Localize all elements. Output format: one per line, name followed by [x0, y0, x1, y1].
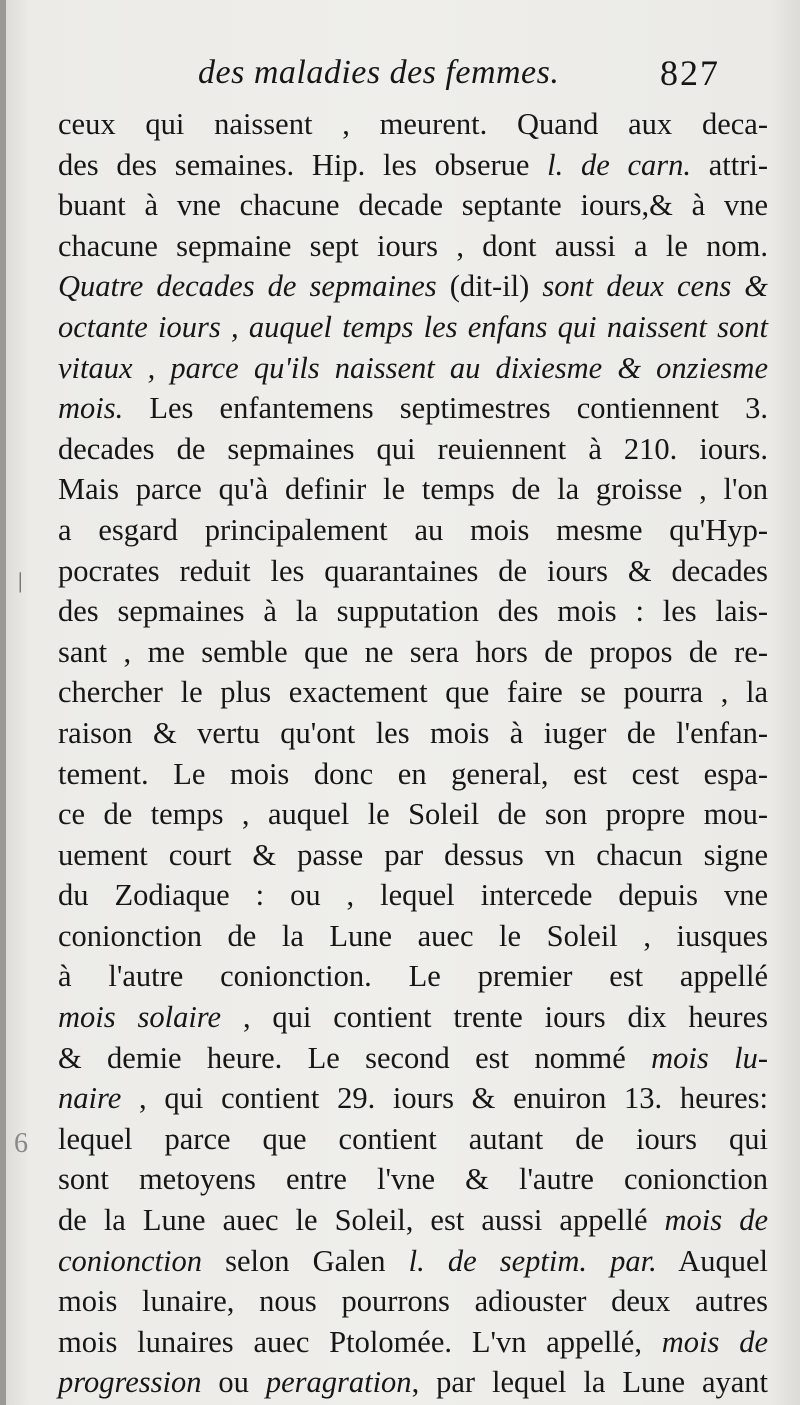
text-line	[58, 388, 768, 429]
text-segment: Auquel	[656, 1243, 768, 1278]
text-line	[58, 1322, 768, 1363]
text-line	[58, 632, 768, 673]
italic-segment: vitaux , parce qu'ils naissent au dixiesme & onziesme	[58, 350, 768, 385]
body-text	[58, 104, 768, 1403]
text-segment: des sepmaines à la supputation des mois : les lais-	[58, 594, 768, 629]
text-segment: conionction de la Lune auec le Soleil , iusques	[58, 918, 768, 953]
page-header	[0, 54, 800, 100]
text-line	[58, 551, 768, 592]
text-segment: mois lunaire, nous pourrons adiouster deux autres	[58, 1284, 768, 1319]
italic-segment: Quatre decades de sepmaines	[58, 269, 437, 304]
text-line	[58, 510, 768, 551]
text-segment: lequel parce que contient autant de iours qui	[58, 1121, 768, 1156]
italic-segment: l. de carn.	[547, 147, 692, 182]
text-line	[58, 1241, 768, 1282]
text-line	[58, 1038, 768, 1079]
text-segment: a esgard principalement au mois mesme qu'Hyp-	[58, 512, 768, 547]
text-segment: sont metoyens entre l'vne & l'autre conionction	[58, 1162, 768, 1197]
text-line	[58, 997, 768, 1038]
text-line	[58, 145, 768, 186]
text-line	[58, 875, 768, 916]
italic-segment: mois solaire	[58, 1000, 222, 1035]
text-segment: sant , me semble que ne sera hors de propos de re-	[58, 634, 768, 669]
text-line	[58, 429, 768, 470]
text-line	[58, 672, 768, 713]
text-line	[58, 1078, 768, 1119]
text-line	[58, 1281, 768, 1322]
italic-segment: mois.	[58, 391, 124, 426]
text-segment: raison & vertu qu'ont les mois à iuger de l'enfan-	[58, 715, 768, 750]
text-segment: mois lunaires auec Ptolomée. L'vn appellé,	[58, 1324, 662, 1359]
italic-segment: sont deux cens &	[542, 269, 768, 304]
text-line	[58, 1362, 768, 1403]
margin-bleed-mark: 6	[14, 1128, 28, 1159]
text-segment: de la Lune auec le Soleil, est aussi appellé	[58, 1203, 665, 1238]
italic-segment: octante iours , auquel temps les enfans qui naissent sont	[58, 309, 768, 344]
italic-segment: mois lu-	[651, 1040, 768, 1075]
text-segment: attri-	[691, 147, 769, 182]
text-segment: Les enfantemens septimestres contiennent 3.	[123, 391, 768, 426]
text-segment: ceux qui naissent , meurent. Quand aux deca-	[58, 107, 768, 141]
italic-segment: conionction	[58, 1243, 202, 1278]
text-line	[58, 1200, 768, 1241]
italic-segment: progression	[58, 1365, 202, 1400]
page-number: 827	[660, 53, 720, 93]
text-segment: ou	[201, 1365, 266, 1400]
text-line	[58, 185, 768, 226]
text-segment: , qui contient trente iours dix heures	[221, 1000, 768, 1035]
text-segment: decades de sepmaines qui reuiennent à 210. iours.	[58, 431, 768, 466]
italic-segment: naire	[58, 1081, 122, 1116]
text-segment: à l'autre conionction. Le premier est appellé	[58, 959, 768, 994]
text-line	[58, 348, 768, 389]
text-segment: buant à vne chacune decade septante iours,& à vne	[58, 188, 768, 223]
text-segment: , par lequel la Lune ayant	[411, 1365, 768, 1400]
running-head: des maladies des femmes.	[198, 54, 560, 91]
text-segment: uement court & passe par dessus vn chacun signe	[58, 837, 768, 872]
text-line	[58, 916, 768, 957]
text-segment: ce de temps , auquel le Soleil de son propre mou-	[58, 797, 768, 832]
text-segment: pocrates reduit les quarantaines de iours & decades	[58, 553, 768, 588]
italic-segment: l. de septim. par.	[408, 1243, 657, 1278]
text-line	[58, 956, 768, 997]
text-line	[58, 226, 768, 267]
italic-segment: peragration	[265, 1365, 412, 1400]
text-line	[58, 1159, 768, 1200]
text-line	[58, 591, 768, 632]
text-line	[58, 307, 768, 348]
text-line	[58, 794, 768, 835]
text-line	[58, 104, 768, 145]
text-segment: (dit-il)	[436, 269, 543, 304]
text-segment: du Zodiaque : ou , lequel intercede depuis vne	[58, 878, 768, 913]
text-line	[58, 266, 768, 307]
text-segment: & demie heure. Le second est nommé	[58, 1040, 652, 1075]
text-line	[58, 713, 768, 754]
text-line	[58, 1119, 768, 1160]
text-segment: Mais parce qu'à definir le temps de la groisse , l'on	[58, 472, 768, 507]
text-segment: , qui contient 29. iours & enuiron 13. heures:	[121, 1081, 768, 1116]
italic-segment: mois de	[661, 1324, 768, 1359]
margin-stroke-mark: |	[18, 568, 23, 593]
text-segment: tement. Le mois donc en general, est cest espa-	[58, 756, 768, 791]
text-segment: chercher le plus exactement que faire se pourra , la	[58, 675, 768, 710]
italic-segment: mois de	[664, 1203, 768, 1238]
text-segment: selon Galen	[202, 1243, 409, 1278]
text-line	[58, 835, 768, 876]
text-segment: des des semaines. Hip. les obserue	[58, 147, 548, 182]
text-line	[58, 469, 768, 510]
text-line	[58, 754, 768, 795]
text-segment: chacune sepmaine sept iours , dont aussi a le nom.	[58, 228, 768, 263]
